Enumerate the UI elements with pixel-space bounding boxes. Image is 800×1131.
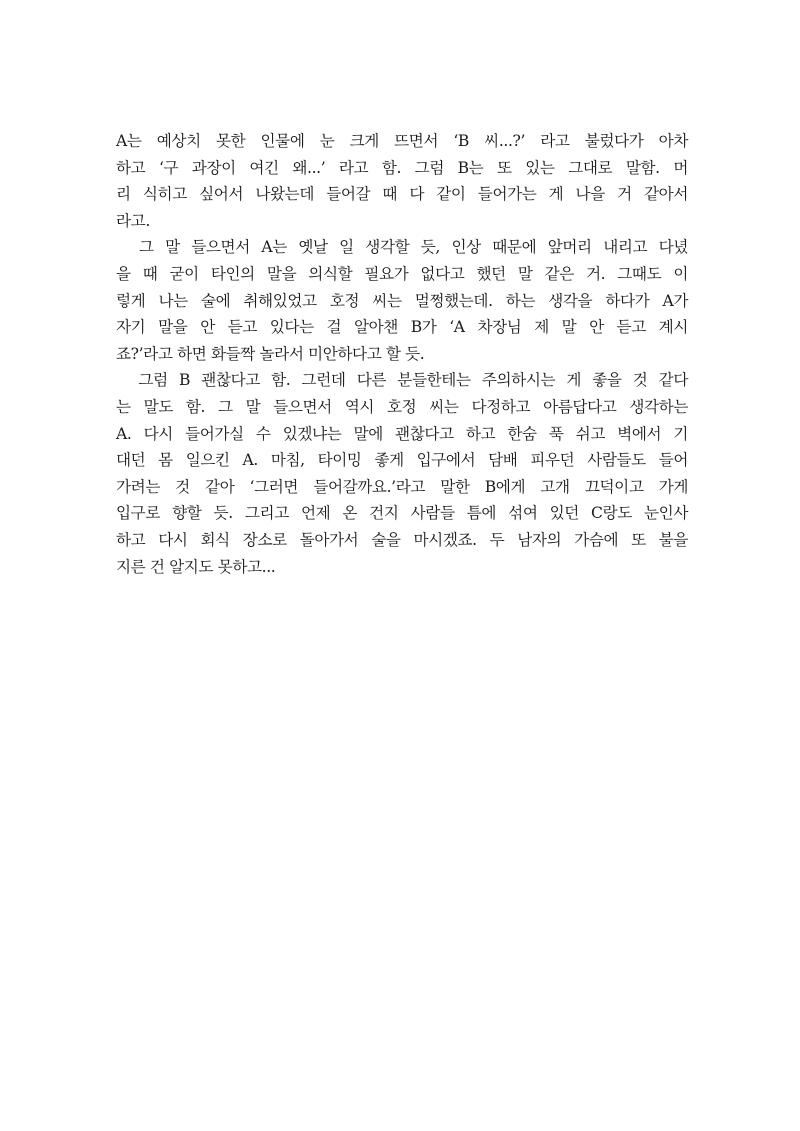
- text-line: 그럼 B 괜찮다고 함. 그런데 다른 분들한테는 주의하시는 게 좋을 것 같다: [116, 371, 688, 390]
- text-line: 을 때 굳이 타인의 말을 의식할 필요가 없다고 했던 말 같은 거. 그때도 이: [116, 264, 688, 283]
- text-line: 대던 몸 일으킨 A. 마침, 타이밍 좋게 입구에서 담배 피우던 사람들도 들어: [116, 451, 688, 470]
- text-line: 는 말도 함. 그 말 들으면서 역시 호정 씨는 다정하고 아름답다고 생각하는: [116, 397, 688, 416]
- text-line: A는 예상치 못한 인물에 눈 크게 뜨면서 ‘B 씨...?’ 라고 불렀다가 아차: [116, 132, 688, 150]
- body-text: [116, 128, 688, 580]
- text-line: A. 다시 들어가실 수 있겠냐는 말에 괜찮다고 하고 한숨 푹 쉬고 벽에서 기: [116, 424, 688, 443]
- text-line: 자기 말을 안 듣고 있다는 걸 알아챈 B가 ‘A 차장님 제 말 안 듣고 계시: [116, 318, 688, 337]
- text-line: 죠?’라고 하면 화들짝 놀라서 미안하다고 할 듯.: [116, 344, 425, 363]
- text-line: 입구로 향할 듯. 그리고 언제 온 건지 사람들 틈에 섞여 있던 C랑도 눈인사: [116, 504, 688, 523]
- text-line: 하고 ‘구 과장이 여긴 왜...’ 라고 함. 그럼 B는 또 있는 그대로 말함. 머: [116, 158, 688, 177]
- text-line: 렇게 나는 술에 취해있었고 호정 씨는 멀쩡했는데. 하는 생각을 하다가 A가: [116, 291, 688, 310]
- text-line: 하고 다시 회식 장소로 돌아가서 술을 마시겠죠. 두 남자의 가슴에 또 불을: [116, 530, 688, 549]
- text-line: 그 말 들으면서 A는 옛날 일 생각할 듯, 인상 때문에 앞머리 내리고 다녔: [116, 238, 688, 257]
- text-line: 라고.: [116, 211, 150, 230]
- text-line: 리 식히고 싶어서 나왔는데 들어갈 때 다 같이 들어가는 게 나을 거 같아서: [116, 185, 688, 204]
- text-line: 가려는 것 같아 ‘그러면 들어갈까요.’라고 말한 B에게 고개 끄덕이고 가게: [116, 477, 688, 496]
- text-line: 지른 건 알지도 못하고...: [116, 557, 276, 576]
